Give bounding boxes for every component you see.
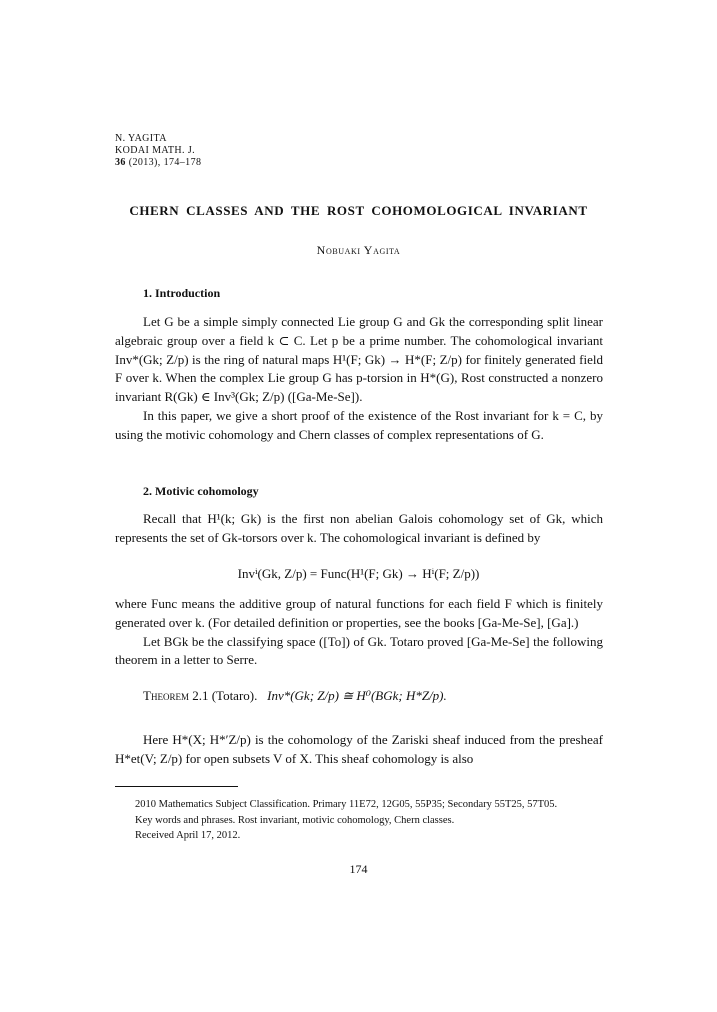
theorem-statement: Inv*(Gk; Z/p) ≅ H⁰(BGk; H*Z/p).: [267, 688, 447, 703]
header-volume: 36: [115, 157, 126, 168]
motivic-paragraph-1-block: [115, 510, 603, 548]
footnote-msc: 2010 Mathematics Subject Classification. Primary 11E72, 12G05, 55P35; Secondary 55T25, 57T05.: [135, 799, 558, 810]
footnote-received: Received April 17, 2012.: [135, 830, 241, 841]
journal-header: [115, 133, 201, 169]
motivic-paragraph-2: where Func means the additive group of natural functions for each field F which is finitely generated over k. (For detailed definition or properties, see the books [Ga-Me-Se], [Ga].): [115, 596, 603, 630]
header-author: N. YAGITA: [115, 133, 167, 144]
header-year-pages: (2013), 174–178: [128, 157, 202, 168]
intro-paragraph-2: In this paper, we give a short proof of the existence of the Rost invariant for k = C, by using the motivic cohomology and Chern classes of complex representations of G.: [115, 407, 603, 442]
motivic-paragraph-3: Let BGk be the classifying space ([To]) of Gk. Totaro proved [Ga-Me-Se] the following theorem in a letter to Serre.: [115, 633, 603, 668]
introduction-body: [115, 313, 603, 445]
section-heading-motivic: 2. Motivic cohomology: [143, 484, 259, 498]
page-number: 174: [349, 862, 368, 876]
footnote-rule: [115, 786, 238, 787]
paper-author: Nobuaki Yagita: [316, 243, 401, 257]
footnotes: [115, 797, 605, 844]
theorem-2-1: [143, 688, 447, 704]
definition-equation: Invⁱ(Gk, Z/p) = Func(H¹(F; Gk) → Hⁱ(F; Z/p)): [237, 566, 480, 581]
theorem-attribution: (Totaro).: [211, 688, 258, 703]
header-volume-line: [115, 157, 201, 169]
motivic-paragraph-4: Here H*(X; H*′Z/p) is the cohomology of the Zariski sheaf induced from the presheaf H*et(V; Z/p) for open subsets V of X. This sheaf cohomology is also: [115, 732, 603, 766]
theorem-label: Theorem 2.1: [143, 688, 209, 703]
footnote-keywords: Key words and phrases. Rost invariant, motivic cohomology, Chern classes.: [135, 814, 455, 826]
paper-title: CHERN CLASSES AND THE ROST COHOMOLOGICAL INVARIANT: [129, 203, 588, 218]
intro-paragraph-1: Let G be a simple simply connected Lie group G and Gk the corresponding split linear algebraic group over a field k ⊂ C. Let p be a prime number. The cohomological invariant Inv*(Gk; Z/p) is the ring of natural maps H¹(F; Gk) → H*(F; Z/p) for finitely generated field F over k. When the complex Lie group G has p-torsion in H*(G), Rost constructed a nonzero invariant R(Gk) ∈ Inv³(Gk; Z/p) ([Ga-Me-Se]).: [115, 314, 603, 405]
motivic-paragraph-2-block: [115, 595, 603, 670]
header-journal: KODAI MATH. J.: [115, 145, 196, 156]
motivic-paragraph-1: Recall that H¹(k; Gk) is the first non abelian Galois cohomology set of Gk, which represents the set of Gk-torsors over k. The cohomological invariant is defined by: [115, 511, 603, 545]
motivic-paragraph-4-block: [115, 731, 603, 769]
section-heading-introduction: 1. Introduction: [143, 286, 221, 300]
